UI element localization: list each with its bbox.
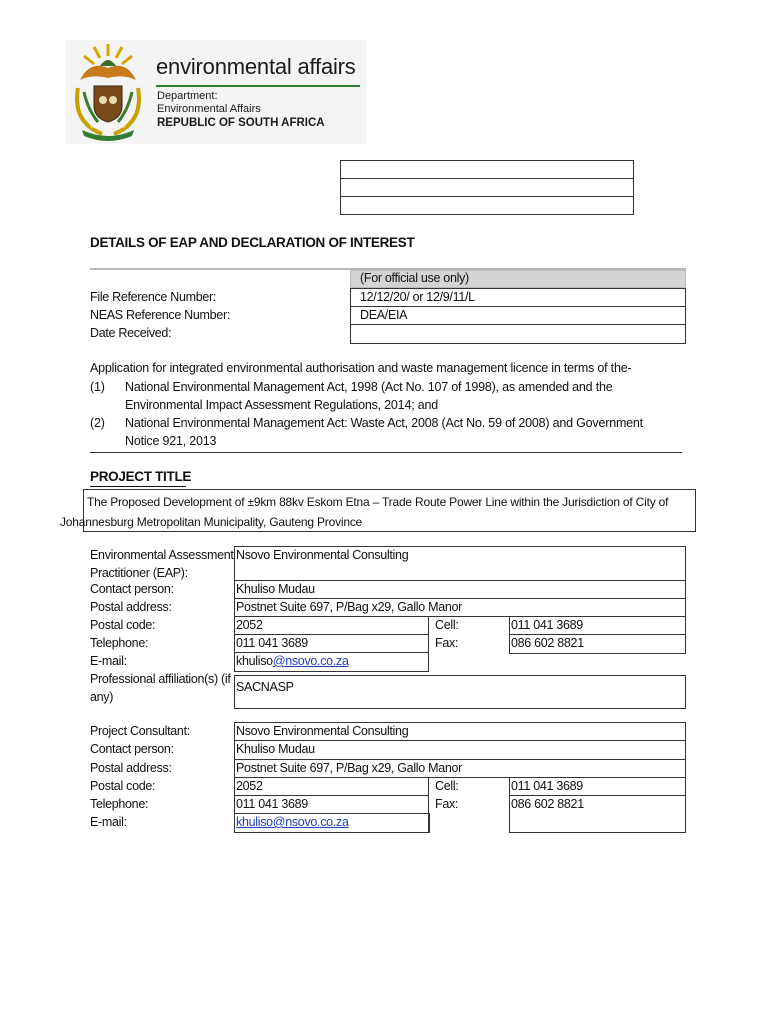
consultant-name-field[interactable]: [234, 722, 686, 741]
consultant-cell-value: 011 041 3689: [511, 779, 583, 793]
file-reference-field[interactable]: [350, 288, 686, 307]
item-1-text: National Environmental Management Act, 1998 (Act No. 107 of 1998), as amended and the: [125, 380, 613, 394]
consultant-fax-field[interactable]: [509, 795, 686, 833]
consultant-postal-address-field[interactable]: [234, 759, 686, 778]
consultant-fax-value: 086 602 8821: [511, 797, 584, 811]
consultant-cell-field[interactable]: [509, 777, 686, 796]
consultant-postal-code-value: 2052: [236, 779, 263, 793]
consultant-fax-label: Fax:: [435, 797, 459, 811]
item-1-number: (1): [90, 380, 105, 394]
eap-contact-value: Khuliso Mudau: [236, 582, 315, 596]
item-2-text: National Environmental Management Act: Waste Act, 2008 (Act No. 59 of 2008) and Government: [125, 416, 643, 430]
official-box-2[interactable]: [340, 178, 634, 197]
consultant-postal-code-label: Postal code:: [90, 779, 156, 793]
neas-reference-label: NEAS Reference Number:: [90, 308, 230, 322]
official-use-label: (For official use only): [360, 271, 469, 285]
eap-cell-field[interactable]: [509, 616, 686, 635]
consultant-email-link[interactable]: khuliso@nsovo.co.za: [236, 815, 349, 829]
eap-affiliation-value: SACNASP: [236, 680, 294, 694]
coat-of-arms-motto: !KE E: /XARRA //KE: [90, 124, 126, 129]
eap-email-user: khuliso: [236, 654, 273, 668]
eap-fax-label: Fax:: [435, 636, 459, 650]
eap-postal-code-field[interactable]: [234, 616, 429, 635]
department-label: Department:: [157, 90, 218, 102]
official-use-cell: [350, 270, 686, 288]
eap-label-2: Practitioner (EAP):: [90, 566, 188, 580]
eap-cell-value: 011 041 3689: [511, 618, 583, 632]
official-box-3[interactable]: [340, 196, 634, 215]
project-title-heading: PROJECT TITLE: [90, 469, 192, 484]
consultant-telephone-label: Telephone:: [90, 797, 149, 811]
eap-affiliation-label-1: Professional affiliation(s) (if: [90, 672, 231, 686]
eap-postal-code-value: 2052: [236, 618, 263, 632]
eap-postal-address-label: Postal address:: [90, 600, 172, 614]
eap-name-field[interactable]: [234, 546, 686, 581]
project-title-underline: [90, 486, 186, 487]
eap-affiliation-label-2: any): [90, 690, 114, 704]
consultant-postal-address-label: Postal address:: [90, 761, 172, 775]
file-reference-label: File Reference Number:: [90, 290, 217, 304]
department-logo: [66, 40, 366, 144]
neas-reference-field[interactable]: [350, 306, 686, 325]
date-received-label: Date Received:: [90, 326, 172, 340]
department-name: Environmental Affairs: [157, 103, 261, 115]
item-2-number: (2): [90, 416, 105, 430]
eap-email-link[interactable]: @nsovo.co.za: [272, 654, 349, 668]
department-wordmark: environmental affairs: [156, 54, 356, 79]
eap-telephone-value: 011 041 3689: [236, 636, 308, 650]
application-intro: Application for integrated environmental authorisation and waste management licence in terms of the-: [90, 361, 632, 375]
consultant-postal-address-value: Postnet Suite 697, P/Bag x29, Gallo Manor: [236, 761, 463, 775]
consultant-label: Project Consultant:: [90, 724, 190, 738]
consultant-contact-label: Contact person:: [90, 742, 174, 756]
consultant-telephone-value: 011 041 3689: [236, 797, 308, 811]
consultant-postal-code-field[interactable]: [234, 777, 429, 796]
consultant-fax-spacer: [429, 813, 430, 833]
eap-fax-field[interactable]: [509, 634, 686, 654]
consultant-contact-field[interactable]: [234, 740, 686, 760]
neas-reference-value: DEA/EIA: [360, 308, 408, 322]
consultant-telephone-field[interactable]: [234, 795, 429, 814]
project-title-line-1: The Proposed Development of ±9km 88kv Eskom Etna – Trade Route Power Line within the Jurisdiction of City of: [87, 495, 669, 509]
page-title: DETAILS OF EAP AND DECLARATION OF INTEREST: [90, 235, 415, 250]
item-2-text-cont: Notice 921, 2013: [125, 434, 217, 448]
item-1-text-cont: Environmental Impact Assessment Regulations, 2014; and: [125, 398, 438, 412]
eap-contact-label: Contact person:: [90, 582, 174, 596]
consultant-email-field[interactable]: [234, 813, 429, 833]
consultant-cell-label: Cell:: [435, 779, 459, 793]
project-title-line-2: Johannesburg Metropolitan Municipality, Gauteng Province: [60, 515, 363, 529]
eap-email-field[interactable]: [234, 652, 429, 672]
eap-postal-code-label: Postal code:: [90, 618, 156, 632]
eap-contact-field[interactable]: [234, 580, 686, 599]
official-box-1[interactable]: [340, 160, 634, 179]
application-divider: [90, 452, 682, 453]
eap-telephone-field[interactable]: [234, 634, 429, 653]
eap-email-value[interactable]: [236, 654, 349, 668]
eap-label-1: Environmental Assessment: [90, 548, 234, 562]
eap-email-label: E-mail:: [90, 654, 127, 668]
eap-postal-address-field[interactable]: [234, 598, 686, 617]
wordmark-underline: [156, 85, 360, 87]
eap-telephone-label: Telephone:: [90, 636, 149, 650]
eap-fax-value: 086 602 8821: [511, 636, 584, 650]
eap-postal-address-value: Postnet Suite 697, P/Bag x29, Gallo Manor: [236, 600, 463, 614]
country-name: REPUBLIC OF SOUTH AFRICA: [157, 117, 325, 129]
consultant-name-value: Nsovo Environmental Consulting: [236, 724, 409, 738]
eap-cell-label: Cell:: [435, 618, 459, 632]
file-reference-value: 12/12/20/ or 12/9/11/L: [360, 290, 475, 304]
eap-name-value: Nsovo Environmental Consulting: [236, 548, 409, 562]
consultant-email-label: E-mail:: [90, 815, 127, 829]
eap-affiliation-field[interactable]: [234, 675, 686, 709]
date-received-field[interactable]: [350, 324, 686, 344]
consultant-contact-value: Khuliso Mudau: [236, 742, 315, 756]
